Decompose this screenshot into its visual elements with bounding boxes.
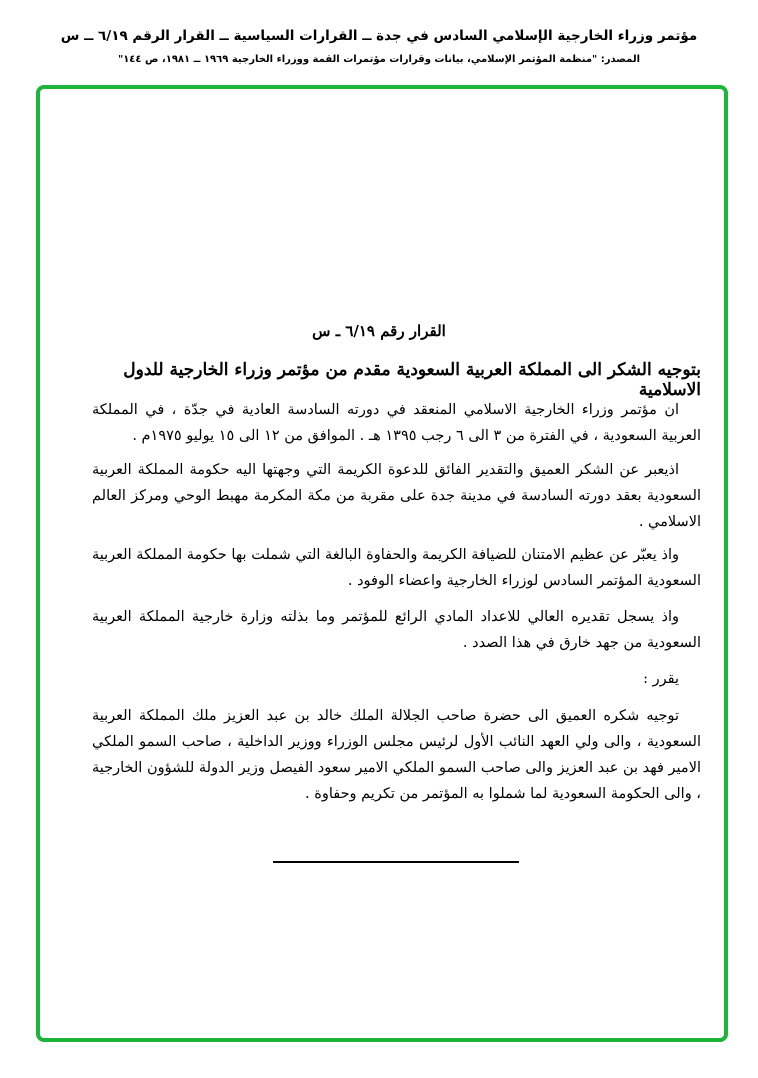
paragraph-text: واذ يسجل تقديره العالي للاعداد المادي الرائع للمؤتمر وما بذلته وزارة خارجية المملكة العربية السعودية من جهد خارق في هذا الصدد . [92,609,701,651]
header-title: مؤتمر وزراء الخارجية الإسلامي السادس في جدة ــ القرارات السياسية ــ القرار الرقم ٦/١٩ ــ س [60,28,698,44]
paragraph-appreciation-preparation [92,604,701,656]
paragraph-gratitude-hospitality [92,542,701,594]
paragraph-text: يقرر : [643,671,679,687]
header-source: المصدر: "منظمة المؤتمر الإسلامي، بيانات وقرارات مؤتمرات القمة ووزراء الخارجية ١٩٦٩ ــ ١٩٨١، ص ١٤٤" [117,54,641,65]
paragraph-text: توجيه شكره العميق الى حضرة صاحب الجلالة الملك خالد بن عبد العزيز ملك المملكة العربية السعودية ، والى ولي العهد النائب الأول لرئيس مجلس الوزراء ووزير الداخلية ، صاحب السمو الملكي الامير فهد بن عبد العزيز والى صاحب السمو الملكي الامير سعود الفيصل وزير الدولة للشؤون الخارجية ، والى الحكومة السعودية لما شملوا به المؤتمر من تكريم وحفاوة . [92,708,701,802]
decision-number: القرار رقم ٦/١٩ ـ س [312,322,446,340]
paragraph-resolution [92,703,701,807]
decision-subject: بتوجيه الشكر الى المملكة العربية السعودية مقدم من مؤتمر وزراء الخارجية للدول الاسلامية [123,360,701,400]
paragraph-preamble [92,397,701,449]
paragraph-text: ان مؤتمر وزراء الخارجية الاسلامي المنعقد في دورته السادسة العادية في جدّة ، في المملكة العربية السعودية ، في الفترة من ٣ الى ٦ رجب ١٣٩٥ هـ . الموافق من ١٢ الى ١٥ يوليو ١٩٧٥م . [92,402,701,444]
end-separator-line [273,861,519,863]
paragraph-thanks-invitation [92,457,701,535]
paragraph-text: واذ يعبّر عن عظيم الامتنان للضيافة الكريمة والحفاوة البالغة التي شملت بها حكومة المملكة العربية السعودية المؤتمر السادس لوزراء الخارجية واعضاء الوفود . [92,547,701,589]
paragraph-decides [92,666,701,692]
paragraph-text: اذيعبر عن الشكر العميق والتقدير الفائق للدعوة الكريمة التي وجهتها اليه حكومة المملكة العربية السعودية بعقد دورته السادسة في مدينة جدة على مقربة من مكة المكرمة مهبط الوحي ومركز العالم الاسلامي . [92,462,701,530]
